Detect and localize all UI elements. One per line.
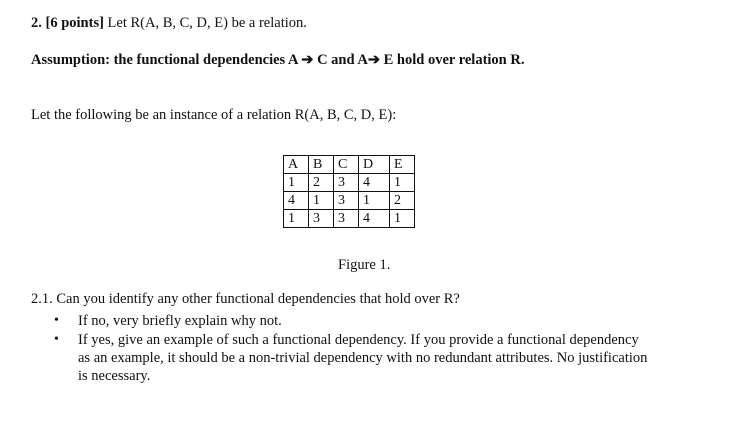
- table-cell: 1: [390, 210, 415, 228]
- assumption-statement: [31, 51, 524, 69]
- table-cell: 1: [309, 192, 334, 210]
- relation-instance-table: [283, 155, 415, 228]
- table-row: [284, 174, 415, 192]
- table-cell: 2: [309, 174, 334, 192]
- bullet-marker: •: [54, 313, 59, 328]
- table-cell: 3: [334, 192, 359, 210]
- table-cell: 1: [390, 174, 415, 192]
- table-row: [284, 192, 415, 210]
- table-cell: 3: [309, 210, 334, 228]
- table-header-cell: C: [334, 156, 359, 174]
- bullet-item-yes-line: If yes, give an example of such a functional dependency. If you provide a functional dependency: [78, 332, 639, 348]
- table-cell: 2: [390, 192, 415, 210]
- bullet-marker: •: [54, 332, 59, 347]
- table-row: [284, 210, 415, 228]
- table-header-row: [284, 156, 415, 174]
- table-header-cell: B: [309, 156, 334, 174]
- table-cell: 4: [359, 210, 390, 228]
- table-cell: 1: [284, 210, 309, 228]
- table-cell: 4: [284, 192, 309, 210]
- question-number: 2. [6 points]: [31, 15, 104, 31]
- assumption-label: Assumption:: [31, 52, 110, 68]
- instance-intro: Let the following be an instance of a relation R(A, B, C, D, E):: [31, 107, 397, 123]
- bullet-item-yes-line: is necessary.: [78, 368, 151, 384]
- sub-question: 2.1. Can you identify any other functional dependencies that hold over R?: [31, 291, 460, 307]
- table-header-cell: A: [284, 156, 309, 174]
- question-intro: Let R(A, B, C, D, E) be a relation.: [103, 15, 307, 31]
- table-header-cell: D: [359, 156, 390, 174]
- table-cell: 4: [359, 174, 390, 192]
- bullet-item-no: If no, very briefly explain why not.: [78, 313, 282, 329]
- question-title: [31, 14, 307, 32]
- table-cell: 1: [359, 192, 390, 210]
- table-cell: 3: [334, 210, 359, 228]
- table-cell: 3: [334, 174, 359, 192]
- bullet-item-yes-line: as an example, it should be a non-trivial dependency with no redundant attributes. No justification: [78, 350, 648, 366]
- figure-caption: Figure 1.: [338, 257, 391, 273]
- table-cell: 1: [284, 174, 309, 192]
- table-header-cell: E: [390, 156, 415, 174]
- assumption-text: the functional dependencies A ➔ C and A➔ E hold over relation R.: [109, 52, 525, 68]
